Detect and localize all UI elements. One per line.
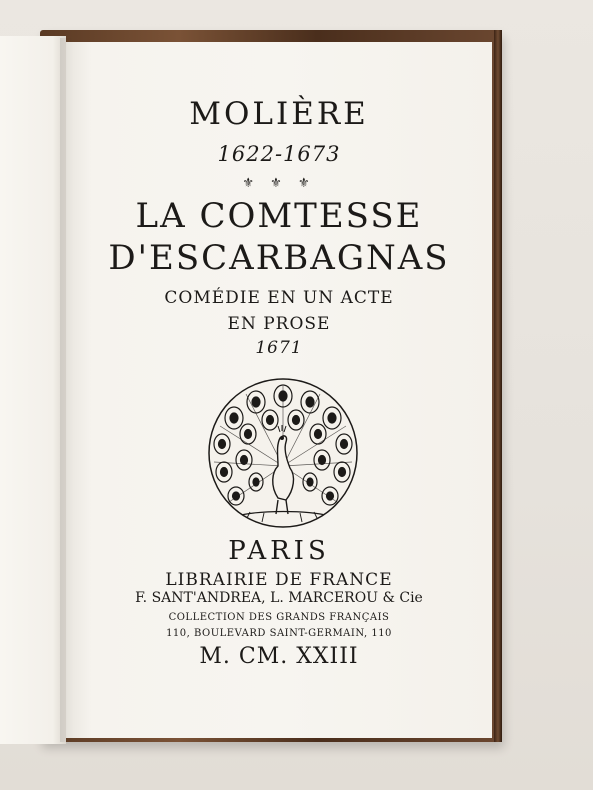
work-year: 1671	[255, 338, 303, 358]
imprint-address: 110, BOULEVARD SAINT-GERMAIN, 110	[166, 628, 392, 639]
author-name: MOLIÈRE	[189, 96, 369, 132]
peacock-emblem-icon	[206, 376, 360, 530]
book-title-line-1: LA COMTESSE	[135, 196, 423, 236]
left-page	[0, 36, 66, 744]
author-dates: 1622-1673	[217, 142, 341, 166]
imprint-publisher-names: F. SANT'ANDREA, L. MARCEROU & Cie	[135, 590, 423, 606]
fleuron-ornament-icon: ⚜ ⚜ ⚜	[242, 176, 316, 191]
imprint-roman-year: M. CM. XXIII	[199, 644, 359, 669]
subtitle-line-2: EN PROSE	[227, 314, 331, 334]
imprint-publisher: LIBRAIRIE DE FRANCE	[165, 570, 393, 590]
subtitle-line-1: COMÉDIE EN UN ACTE	[164, 288, 394, 308]
imprint-city: PARIS	[228, 536, 330, 566]
book-title-line-2: D'ESCARBAGNAS	[108, 238, 450, 278]
imprint-collection: COLLECTION DES GRANDS FRANÇAIS	[168, 612, 390, 623]
